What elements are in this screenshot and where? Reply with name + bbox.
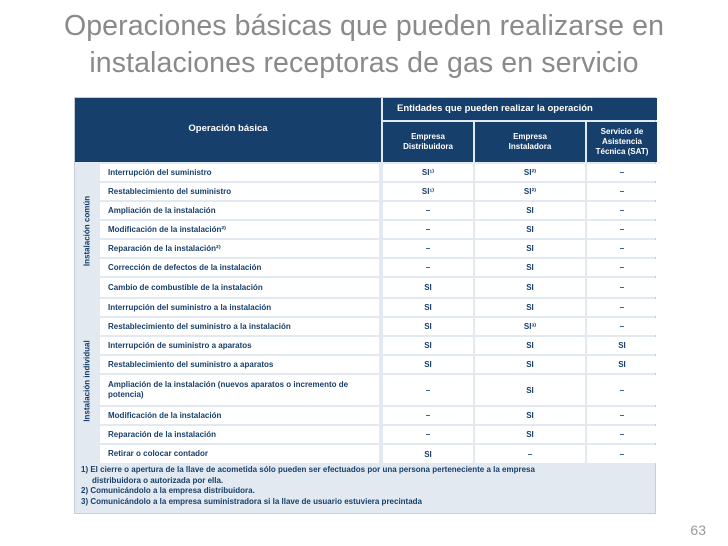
distribuidora-cell: SI: [383, 445, 473, 463]
table-row: [100, 445, 657, 463]
instaladora-cell: –: [475, 445, 585, 463]
table-row: [100, 183, 657, 200]
operation-cell: Corrección de defectos de la instalación: [100, 259, 379, 276]
operation-cell: Interrupción del suministro: [100, 164, 379, 181]
distribuidora-cell: –: [383, 407, 473, 424]
operation-cell: Restablecimiento del suministro a la instalación: [100, 318, 379, 335]
distribuidora-cell: SI¹⁾: [383, 183, 473, 200]
table-row: [100, 337, 657, 354]
header-operation-label: Operación básica: [188, 123, 268, 134]
distribuidora-cell: –: [383, 202, 473, 219]
sat-cell: –: [587, 375, 657, 405]
distribuidora-cell: SI¹⁾: [383, 164, 473, 181]
distribuidora-cell: SI: [383, 299, 473, 316]
instaladora-cell: SI: [475, 240, 585, 257]
instaladora-cell: SI: [475, 426, 585, 443]
sat-cell: –: [587, 183, 657, 200]
table-row: [100, 202, 657, 219]
header-sat: [587, 122, 657, 162]
operation-cell: Interrupción del suministro a la instalación: [100, 299, 379, 316]
table-row: [100, 299, 657, 316]
slide-title-line-2: instalaciones receptoras de gas en servicio: [89, 47, 639, 79]
instaladora-cell: SI: [475, 221, 585, 238]
sat-cell: –: [587, 445, 657, 463]
sat-cell: –: [587, 221, 657, 238]
header-instaladora-line-2: Instaladora: [508, 142, 552, 151]
slide-title: [0, 8, 728, 82]
operation-cell: Modificación de la instalación²⁾: [100, 221, 379, 238]
footnote-3: 3) Comunicándolo a la empresa suministradora si la llave de usuario estuviera precintada: [81, 496, 423, 506]
footnote-1: 1) El cierre o apertura de la llave de acometida sólo pueden ser efectuados por una persona perteneciente a la empresa: [81, 465, 535, 474]
sat-cell: –: [587, 299, 657, 316]
table-row: [100, 240, 657, 257]
sat-cell: SI: [587, 356, 657, 373]
footnote-2: 2) Comunicándolo a la empresa distribuidora.: [81, 486, 255, 495]
sat-cell: –: [587, 240, 657, 257]
sat-cell: –: [587, 164, 657, 181]
instaladora-cell: SI: [475, 407, 585, 424]
operation-cell: Modificación de la instalación: [100, 407, 379, 424]
group-label-individual: [75, 299, 98, 463]
table-row: [100, 259, 657, 276]
header-sat-line-1: Servicio de: [600, 127, 644, 136]
operations-table: [74, 97, 656, 514]
table-row: [100, 221, 657, 238]
sat-cell: –: [587, 202, 657, 219]
table-row: [100, 356, 657, 373]
distribuidora-cell: –: [383, 240, 473, 257]
distribuidora-cell: –: [383, 259, 473, 276]
instaladora-cell: SI³⁾: [475, 318, 585, 335]
operation-cell: Cambio de combustible de la instalación: [100, 278, 379, 297]
sat-cell: –: [587, 318, 657, 335]
instaladora-cell: SI: [475, 375, 585, 405]
instaladora-cell: SI: [475, 278, 585, 297]
group-label-comun: [75, 164, 98, 297]
group-label-individual-text: Instalación individual: [82, 340, 91, 422]
table-row: [100, 407, 657, 424]
distribuidora-cell: –: [383, 221, 473, 238]
header-sat-line-2: Asistencia: [601, 137, 643, 146]
instaladora-cell: SI²⁾: [475, 183, 585, 200]
operation-cell: Interrupción de suministro a aparatos: [100, 337, 379, 354]
table-row: [100, 375, 657, 405]
operation-cell: Ampliación de la instalación: [100, 202, 379, 219]
group-label-comun-text: Instalación común: [82, 195, 91, 266]
instaladora-cell: SI: [475, 337, 585, 354]
table-row: [100, 164, 657, 181]
header-distribuidora-line-1: Empresa: [411, 132, 445, 141]
footnote-1-continued: distribuidora o autorizada por ella.: [92, 475, 224, 485]
operation-cell: Retirar o colocar contador: [100, 445, 379, 463]
table-row: [100, 426, 657, 443]
header-operation: [75, 98, 381, 162]
sat-cell: –: [587, 426, 657, 443]
instaladora-cell: SI²⁾: [475, 164, 585, 181]
sat-cell: –: [587, 259, 657, 276]
table-row: [100, 278, 657, 297]
instaladora-cell: SI: [475, 259, 585, 276]
sat-cell: –: [587, 407, 657, 424]
distribuidora-cell: –: [383, 426, 473, 443]
header-instaladora: [475, 122, 585, 162]
operation-cell: Reparación de la instalación²⁾: [100, 240, 379, 257]
header-distribuidora-line-2: Distribuidora: [403, 142, 453, 151]
header-distribuidora: [383, 122, 473, 162]
footnotes: [81, 465, 651, 507]
distribuidora-cell: SI: [383, 356, 473, 373]
operation-cell: Restablecimiento del suministro: [100, 183, 379, 200]
operation-cell: Reparación de la instalación: [100, 426, 379, 443]
header-sat-line-3: Técnica (SAT): [595, 147, 649, 156]
distribuidora-cell: SI: [383, 318, 473, 335]
slide-title-line-1: Operaciones básicas que pueden realizarse en: [63, 10, 665, 42]
header-entities: Entidades que pueden realizar la operación: [383, 98, 657, 120]
header-instaladora-line-1: Empresa: [513, 132, 547, 141]
sat-cell: –: [587, 278, 657, 297]
distribuidora-cell: –: [383, 375, 473, 405]
distribuidora-cell: SI: [383, 278, 473, 297]
instaladora-cell: SI: [475, 356, 585, 373]
sat-cell: SI: [587, 337, 657, 354]
distribuidora-cell: SI: [383, 337, 473, 354]
operation-cell: Ampliación de la instalación (nuevos aparatos o incremento de potencia): [100, 375, 379, 405]
instaladora-cell: SI: [475, 299, 585, 316]
instaladora-cell: SI: [475, 202, 585, 219]
table-row: [100, 318, 657, 335]
page-number: 63: [690, 522, 706, 538]
operation-cell: Restablecimiento del suministro a aparatos: [100, 356, 379, 373]
